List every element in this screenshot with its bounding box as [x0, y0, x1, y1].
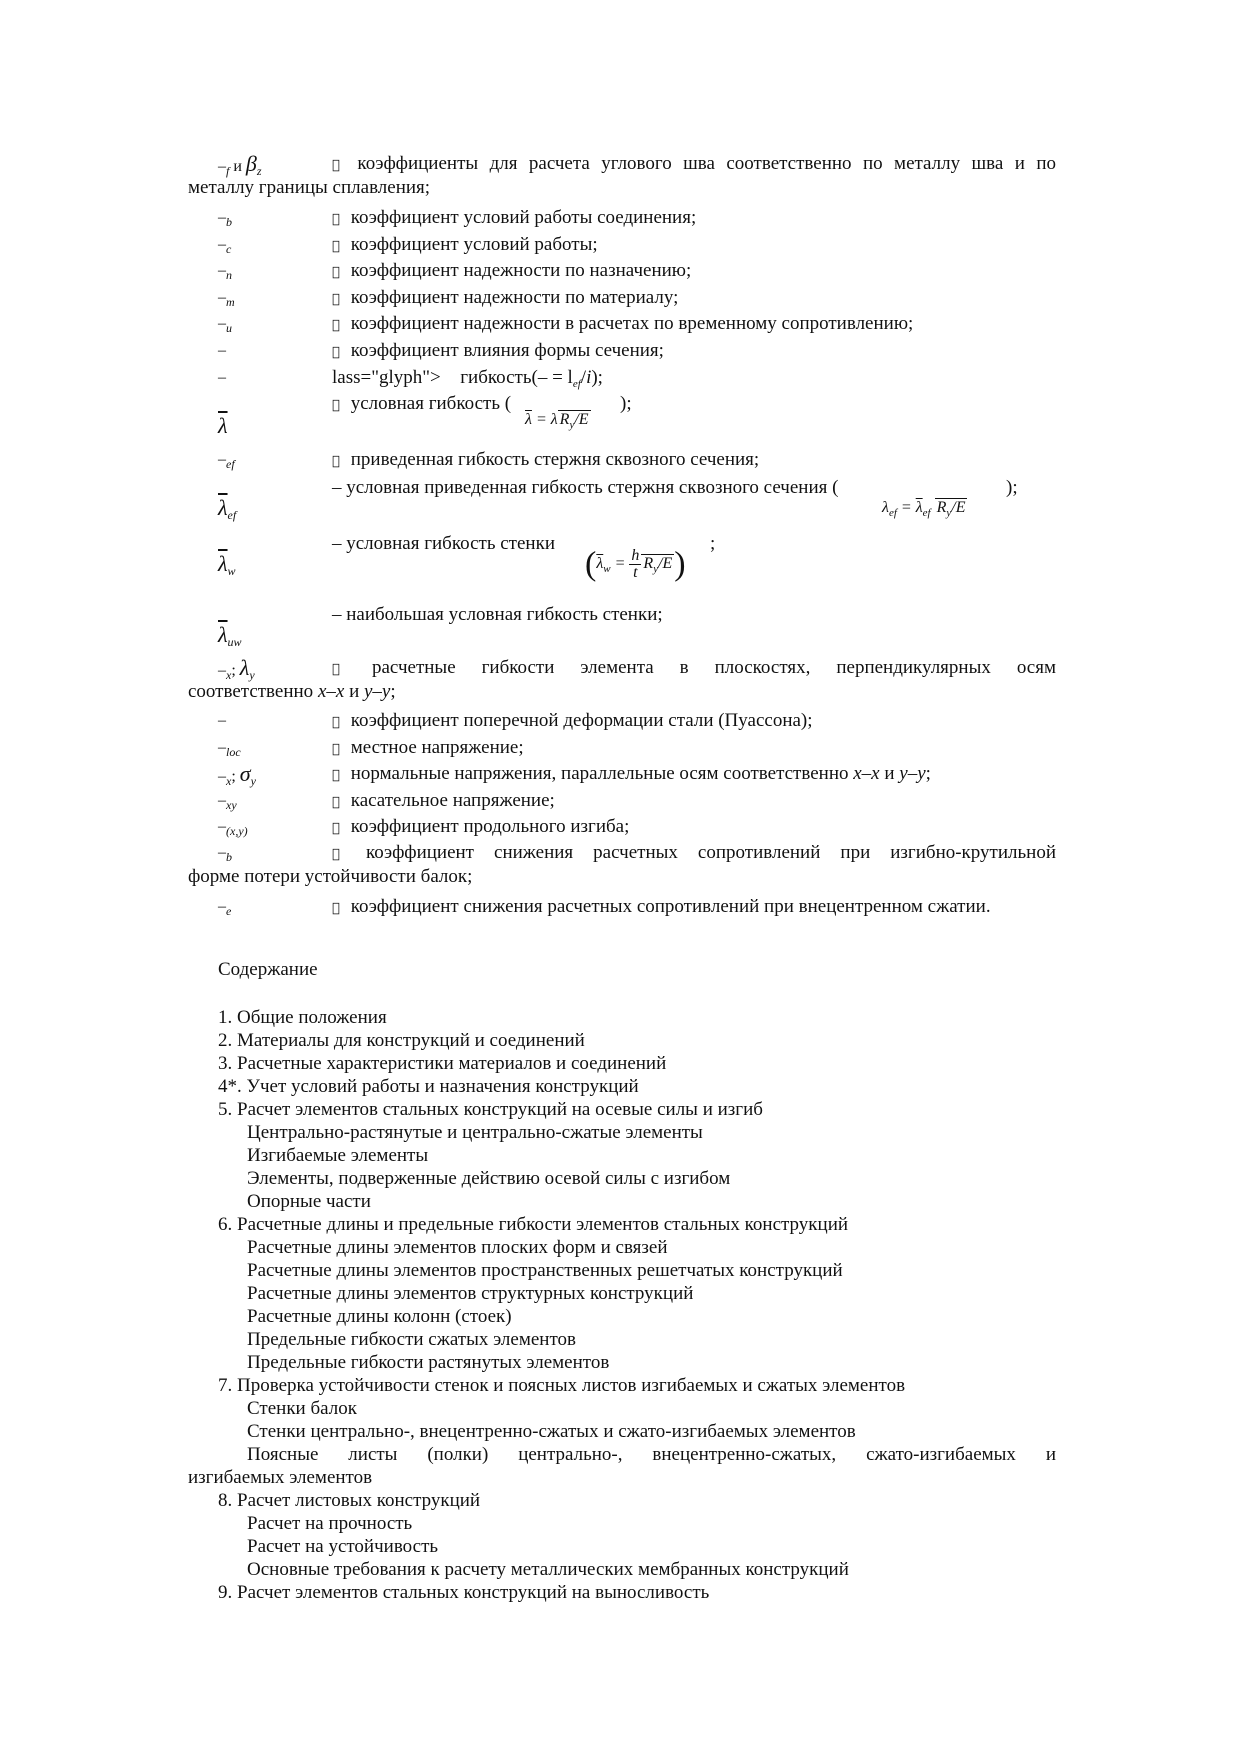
notation-description: коэффициент поперечной деформации стали (Пуассона);	[346, 710, 813, 731]
notation-description: коэффициент надежности в расчетах по временному сопротивлению;	[346, 313, 914, 334]
notation-description: приведенная гибкость стержня сквозного сечения;	[346, 449, 760, 470]
toc-subsection: Расчет на устойчивость	[247, 1536, 439, 1557]
notation-symbol: $-_x$; $\sigma_y$	[218, 761, 256, 788]
toc-section: 6. Расчетные длины и предельные гибкости элементов стальных конструкций	[218, 1214, 849, 1235]
formula: $\overline{\lambda} = \lambda$ $R_y/E$	[525, 411, 589, 431]
toc-subsection: Предельные гибкости растянутых элементов	[247, 1352, 610, 1373]
notation-symbol: $\overline{\lambda}_w$	[218, 551, 236, 578]
toc-subsection: Изгибаемые элементы	[247, 1145, 429, 1166]
toc-subsection: Стенки балок	[247, 1398, 357, 1419]
notation-symbol: –	[218, 712, 226, 729]
toc-subsection: Поясные листы (полки) центрально-, внецентренно-сжатых, сжато-изгибаемых и	[247, 1444, 1056, 1465]
notation-symbol: $-_b$	[218, 209, 232, 229]
toc-section: 7. Проверка устойчивости стенок и поясных листов изгибаемых и сжатых элементов	[218, 1375, 906, 1396]
notation-symbol: $-_{xy}$	[218, 792, 237, 812]
notation-continuation: металлу границы сплавления;	[188, 177, 431, 198]
toc-subsection: Центрально-растянутые и центрально-сжатые элементы	[247, 1122, 703, 1143]
toc-section: 9. Расчет элементов стальных конструкций на выносливость	[218, 1582, 710, 1603]
toc-subsection: Расчетные длины элементов пространственных решетчатых конструкций	[247, 1260, 843, 1281]
toc-section: 2. Материалы для конструкций и соединений	[218, 1030, 585, 1051]
toc-subsection: Предельные гибкости сжатых элементов	[247, 1329, 576, 1350]
notation-description: нормальные напряжения, параллельные осям соответственно x–x и y–y;	[346, 763, 931, 784]
notation-description: местное напряжение;	[346, 737, 524, 758]
toc-section: 4*. Учет условий работы и назначения конструкций	[218, 1076, 639, 1097]
notation-symbol: $\overline{\lambda}_{ef}$	[218, 495, 237, 522]
notation-description: – условная приведенная гибкость стержня сквозного сечения (	[332, 477, 839, 498]
formula: ($\overline{\lambda}_w$ = $\frac{h}{t}$ $R_y/E$)	[585, 545, 686, 583]
notation-symbol: $\overline{\lambda}_{uw}$	[218, 622, 242, 649]
toc-title: Содержание	[218, 959, 318, 980]
notation-text-end: );	[620, 393, 632, 414]
notation-symbol: $-_{(x,y)}$	[218, 818, 248, 838]
notation-description: – наибольшая условная гибкость стенки;	[332, 604, 663, 625]
notation-description: коэффициент продольного изгиба;	[346, 816, 630, 837]
notation-symbol: $-_f$ и $\beta_z$	[218, 151, 262, 178]
toc-subsection: Расчет на прочность	[247, 1513, 413, 1534]
notation-description: коэффициент надежности по назначению;	[346, 260, 692, 281]
notation-symbol: $-_{ef}$	[218, 451, 235, 471]
notation-symbol: –	[218, 369, 226, 386]
notation-symbol: $-_m$	[218, 289, 235, 309]
notation-description: коэффициент снижения расчетных сопротивлений при изгибно-крутильной	[346, 842, 1056, 863]
toc-section: 5. Расчет элементов стальных конструкций на осевые силы и изгиб	[218, 1099, 763, 1120]
notation-description: касательное напряжение;	[346, 790, 555, 811]
notation-description: коэффициент влияния формы сечения;	[346, 340, 664, 361]
notation-text-end: ;	[710, 533, 716, 554]
toc-subsection: Элементы, подверженные действию осевой силы с изгибом	[247, 1168, 731, 1189]
toc-subsection: Стенки центрально-, внецентренно-сжатых и сжато-изгибаемых элементов	[247, 1421, 856, 1442]
notation-symbol: $-_u$	[218, 315, 232, 335]
toc-subsection: Расчетные длины элементов плоских форм и связей	[247, 1237, 668, 1258]
notation-symbol: –	[218, 342, 226, 359]
toc-subsection: Расчетные длины элементов структурных конструкций	[247, 1283, 694, 1304]
toc-continuation: изгибаемых элементов	[188, 1467, 373, 1488]
notation-description: условная гибкость (	[346, 393, 512, 414]
notation-description: расчетные гибкости элемента в плоскостях, перпендикулярных осям	[346, 657, 1056, 678]
toc-section: 8. Расчет листовых конструкций	[218, 1490, 481, 1511]
notation-symbol: $-_n$	[218, 262, 232, 282]
notation-description: коэффициент надежности по материалу;	[346, 287, 679, 308]
notation-description: коэффициент условий работы соединения;	[346, 207, 697, 228]
notation-description: коэффициент условий работы;	[346, 234, 598, 255]
notation-description: коэффициент снижения расчетных сопротивлений при внецентренном сжатии.	[346, 896, 991, 917]
notation-symbol: $-_b$	[218, 844, 232, 864]
notation-text-end: );	[1006, 477, 1018, 498]
notation-symbol: $-_{loc}$	[218, 739, 241, 759]
notation-description: lass="glyph"> гибкость(– = $l_{ef}/i$);	[332, 367, 589, 390]
toc-section: 3. Расчетные характеристики материалов и соединений	[218, 1053, 667, 1074]
notation-description: – условная гибкость стенки	[332, 533, 555, 554]
notation-description: коэффициенты для расчета углового шва соответственно по металлу шва и по	[346, 153, 1056, 174]
toc-section: 1. Общие положения	[218, 1007, 387, 1028]
notation-symbol: $-_e$	[218, 898, 232, 918]
notation-continuation: форме потери устойчивости балок;	[188, 866, 473, 887]
toc-subsection: Основные требования к расчету металлических мембранных конструкций	[247, 1559, 849, 1580]
notation-symbol: $-_x$; $\lambda_y$	[218, 655, 255, 682]
notation-symbol: $-_c$	[218, 236, 232, 256]
notation-continuation: соответственно x–x и y–y;	[188, 681, 396, 702]
toc-subsection: Опорные части	[247, 1191, 371, 1212]
toc-subsection: Расчетные длины колонн (стоек)	[247, 1306, 512, 1327]
notation-symbol: $\overline{\lambda}$	[218, 413, 228, 438]
formula: $\lambda_{ef} = \overline{\lambda}_{ef}$ $R_y/E$	[882, 499, 966, 519]
